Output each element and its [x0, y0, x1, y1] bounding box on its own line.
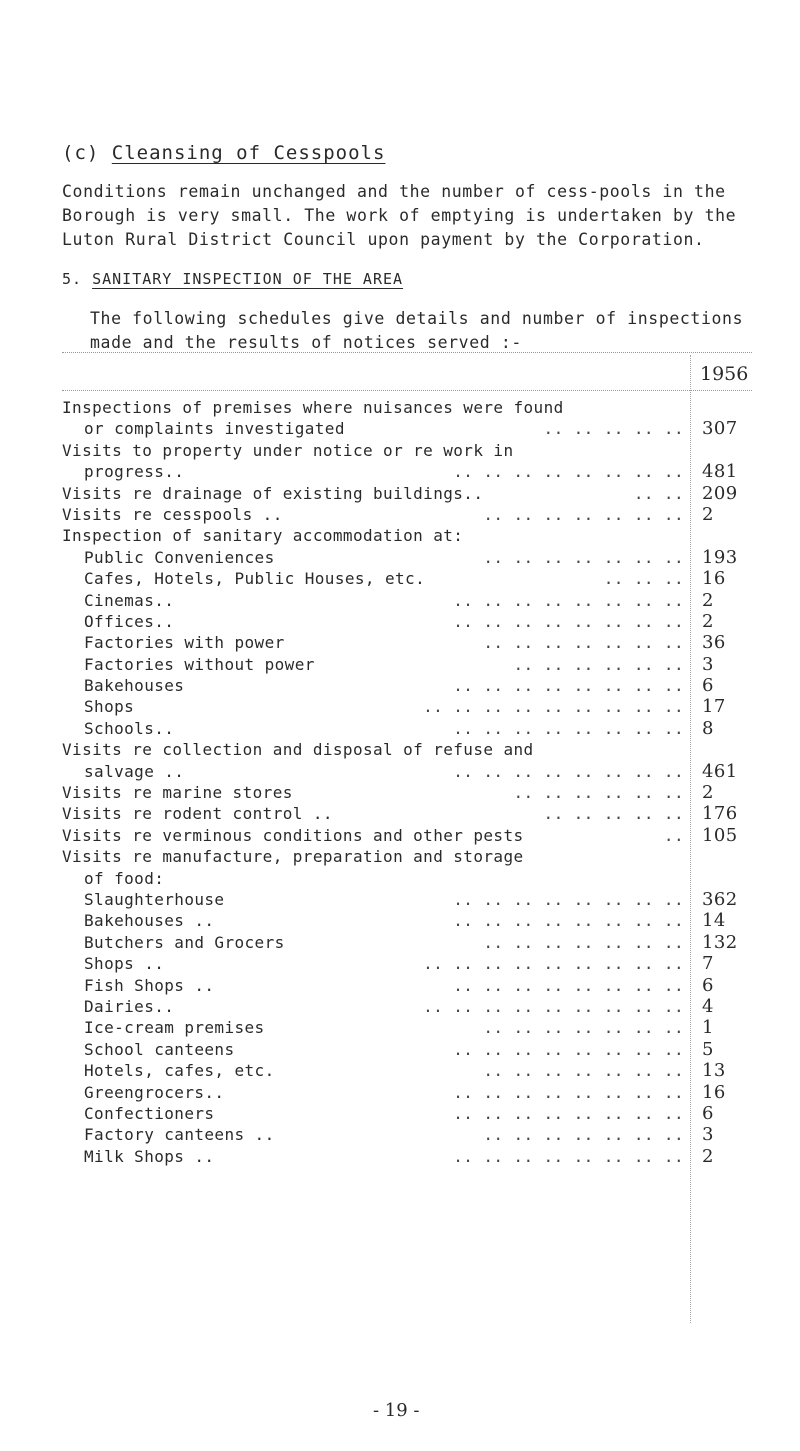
row-label: Confectioners [84, 1103, 215, 1123]
table-row [62, 847, 762, 868]
row-label: Shops .. [84, 954, 165, 974]
row-leader-dots: .. .. .. .. .. .. .. .. [453, 462, 684, 482]
row-leader-dots: .. .. .. .. .. .. .. [483, 1018, 684, 1038]
table-row [62, 526, 762, 547]
row-value: 5 [702, 1038, 714, 1060]
table-row [62, 697, 762, 718]
row-value: 362 [702, 888, 738, 910]
row-label: Factory canteens .. [84, 1125, 275, 1145]
row-label: Inspection of sanitary accommodation at: [62, 526, 464, 546]
row-label: Cafes, Hotels, Public Houses, etc. [84, 569, 426, 589]
section-heading [62, 270, 403, 288]
row-value: 461 [702, 760, 738, 782]
table-row [62, 633, 762, 654]
table-row [62, 911, 762, 932]
row-value: 2 [702, 503, 714, 525]
table-row [62, 762, 762, 783]
row-value: 6 [702, 675, 714, 697]
section-title: SANITARY INSPECTION OF THE AREA [92, 270, 404, 288]
row-value: 176 [702, 803, 738, 825]
row-label: Factories without power [84, 654, 315, 674]
table-row [62, 933, 762, 954]
row-leader-dots: .. .. .. .. .. .. .. .. [453, 1082, 684, 1102]
row-leader-dots: .. .. .. .. .. [543, 419, 684, 439]
table-row [62, 676, 762, 697]
table-row [62, 505, 762, 526]
row-value: 16 [702, 568, 726, 590]
row-label: Visits re manufacture, preparation and storage [62, 847, 524, 867]
row-value: 6 [702, 974, 714, 996]
table-row [62, 954, 762, 975]
row-value: 14 [702, 910, 726, 932]
row-label: Slaughterhouse [84, 889, 225, 909]
row-value: 209 [702, 482, 738, 504]
section-number: 5. [62, 270, 83, 288]
row-label: Shops [84, 697, 135, 717]
table-row [62, 719, 762, 740]
table-row [62, 1104, 762, 1125]
row-label: Public Conveniences [84, 547, 275, 567]
row-label: Visits re drainage of existing buildings.. [62, 483, 484, 503]
row-leader-dots: .. .. .. .. .. .. .. [483, 1061, 684, 1081]
row-label: Butchers and Grocers [84, 932, 285, 952]
table-row [62, 1125, 762, 1146]
page-number: - 19 - [373, 1400, 420, 1421]
row-value: 2 [702, 782, 714, 804]
row-label: progress.. [84, 462, 185, 482]
row-leader-dots: .. .. .. .. .. .. .. [483, 932, 684, 952]
table-row [62, 484, 762, 505]
row-leader-dots: .. .. [633, 483, 684, 503]
row-leader-dots: .. .. .. .. .. .. .. .. [453, 889, 684, 909]
row-leader-dots: .. .. .. .. .. .. .. .. .. [423, 996, 684, 1016]
inspections-table [62, 398, 762, 1168]
row-label: Offices.. [84, 611, 175, 631]
table-row [62, 548, 762, 569]
row-value: 193 [702, 546, 738, 568]
row-leader-dots: .. .. .. .. .. .. .. .. [453, 1039, 684, 1059]
table-row [62, 1061, 762, 1082]
row-leader-dots: .. .. .. .. .. .. .. [483, 504, 684, 524]
row-value: 307 [702, 418, 738, 440]
row-label: Ice-cream premises [84, 1018, 265, 1038]
table-row [62, 398, 762, 419]
row-label: Bakehouses .. [84, 911, 215, 931]
table-row [62, 826, 762, 847]
row-leader-dots: .. .. .. .. .. .. .. .. .. [423, 697, 684, 717]
row-leader-dots: .. .. .. .. .. .. .. .. [453, 590, 684, 610]
row-value: 2 [702, 589, 714, 611]
subsection-letter: (c) [62, 142, 100, 164]
table-row [62, 569, 762, 590]
table-row [62, 1083, 762, 1104]
row-value: 8 [702, 717, 714, 739]
row-leader-dots: .. .. .. .. .. .. .. [483, 547, 684, 567]
row-value: 7 [702, 953, 714, 975]
row-leader-dots: .. .. .. .. .. .. [513, 783, 684, 803]
row-label: salvage .. [84, 761, 185, 781]
row-label: Hotels, cafes, etc. [84, 1061, 275, 1081]
row-leader-dots: .. .. .. .. .. .. .. .. [453, 975, 684, 995]
row-label: Fish Shops .. [84, 975, 215, 995]
row-leader-dots: .. .. .. .. .. .. [513, 654, 684, 674]
row-label: Schools.. [84, 718, 175, 738]
row-label: Visits to property under notice or re work in [62, 440, 514, 460]
table-row [62, 419, 762, 440]
row-value: 481 [702, 461, 738, 483]
year-column-header: 1956 [700, 363, 749, 385]
row-label: Factories with power [84, 633, 285, 653]
row-leader-dots: .. .. .. .. .. .. .. .. [453, 1146, 684, 1166]
subsection-title: Cleansing of Cesspools [111, 142, 386, 164]
table-row [62, 783, 762, 804]
row-value: 17 [702, 696, 726, 718]
row-label: of food: [84, 868, 165, 888]
row-label: Visits re rodent control .. [62, 804, 333, 824]
subsection-heading [62, 142, 385, 164]
row-leader-dots: .. .. .. .. .. .. .. .. [453, 911, 684, 931]
row-label: Cinemas.. [84, 590, 175, 610]
row-value: 1 [702, 1017, 714, 1039]
row-value: 105 [702, 824, 738, 846]
cesspools-paragraph: Conditions remain unchanged and the number of cess-pools in the Borough is very small. The work of emptying is undertaken by the Luton Rural District Council upon payment by the Corporation. [62, 182, 737, 249]
table-row [62, 1018, 762, 1039]
row-value: 16 [702, 1081, 726, 1103]
row-leader-dots: .. .. .. .. .. .. .. .. [453, 718, 684, 738]
row-value: 3 [702, 653, 714, 675]
row-label: Dairies.. [84, 996, 175, 1016]
table-header-rule [62, 390, 752, 391]
row-leader-dots: .. [663, 825, 684, 845]
row-label: or complaints investigated [84, 419, 345, 439]
table-row [62, 997, 762, 1018]
table-row [62, 462, 762, 483]
table-row [62, 612, 762, 633]
table-row [62, 1040, 762, 1061]
row-label: Visits re marine stores [62, 783, 293, 803]
table-top-rule [62, 352, 752, 353]
row-label: Bakehouses [84, 676, 185, 696]
row-value: 132 [702, 931, 738, 953]
row-value: 4 [702, 995, 714, 1017]
row-label: Visits re verminous conditions and other pests [62, 825, 524, 845]
row-leader-dots: .. .. .. .. .. .. .. .. [453, 1103, 684, 1123]
row-leader-dots: .. .. .. .. .. .. .. [483, 1125, 684, 1145]
row-value: 2 [702, 610, 714, 632]
row-value: 36 [702, 632, 726, 654]
table-row [62, 1147, 762, 1168]
row-leader-dots: .. .. .. .. .. [543, 804, 684, 824]
row-label: Inspections of premises where nuisances were found [62, 398, 564, 417]
row-leader-dots: .. .. .. [603, 569, 684, 589]
row-label: Milk Shops .. [84, 1146, 215, 1166]
table-row [62, 890, 762, 911]
row-label: Visits re collection and disposal of refuse and [62, 740, 534, 760]
table-row [62, 976, 762, 997]
table-row [62, 441, 762, 462]
row-leader-dots: .. .. .. .. .. .. .. .. .. [423, 954, 684, 974]
table-row [62, 869, 762, 890]
row-leader-dots: .. .. .. .. .. .. .. .. [453, 761, 684, 781]
row-value: 13 [702, 1060, 726, 1082]
row-value: 2 [702, 1145, 714, 1167]
table-row [62, 740, 762, 761]
row-label: Greengrocers.. [84, 1082, 225, 1102]
row-value: 6 [702, 1102, 714, 1124]
intro-paragraph: The following schedules give details and number of inspections made and the results of notices served :- [90, 309, 744, 352]
row-leader-dots: .. .. .. .. .. .. .. [483, 633, 684, 653]
row-leader-dots: .. .. .. .. .. .. .. .. [453, 676, 684, 696]
row-label: School canteens [84, 1039, 235, 1059]
row-leader-dots: .. .. .. .. .. .. .. .. [453, 611, 684, 631]
row-value: 3 [702, 1124, 714, 1146]
table-row [62, 591, 762, 612]
row-label: Visits re cesspools .. [62, 504, 283, 524]
table-row [62, 655, 762, 676]
table-row [62, 804, 762, 825]
